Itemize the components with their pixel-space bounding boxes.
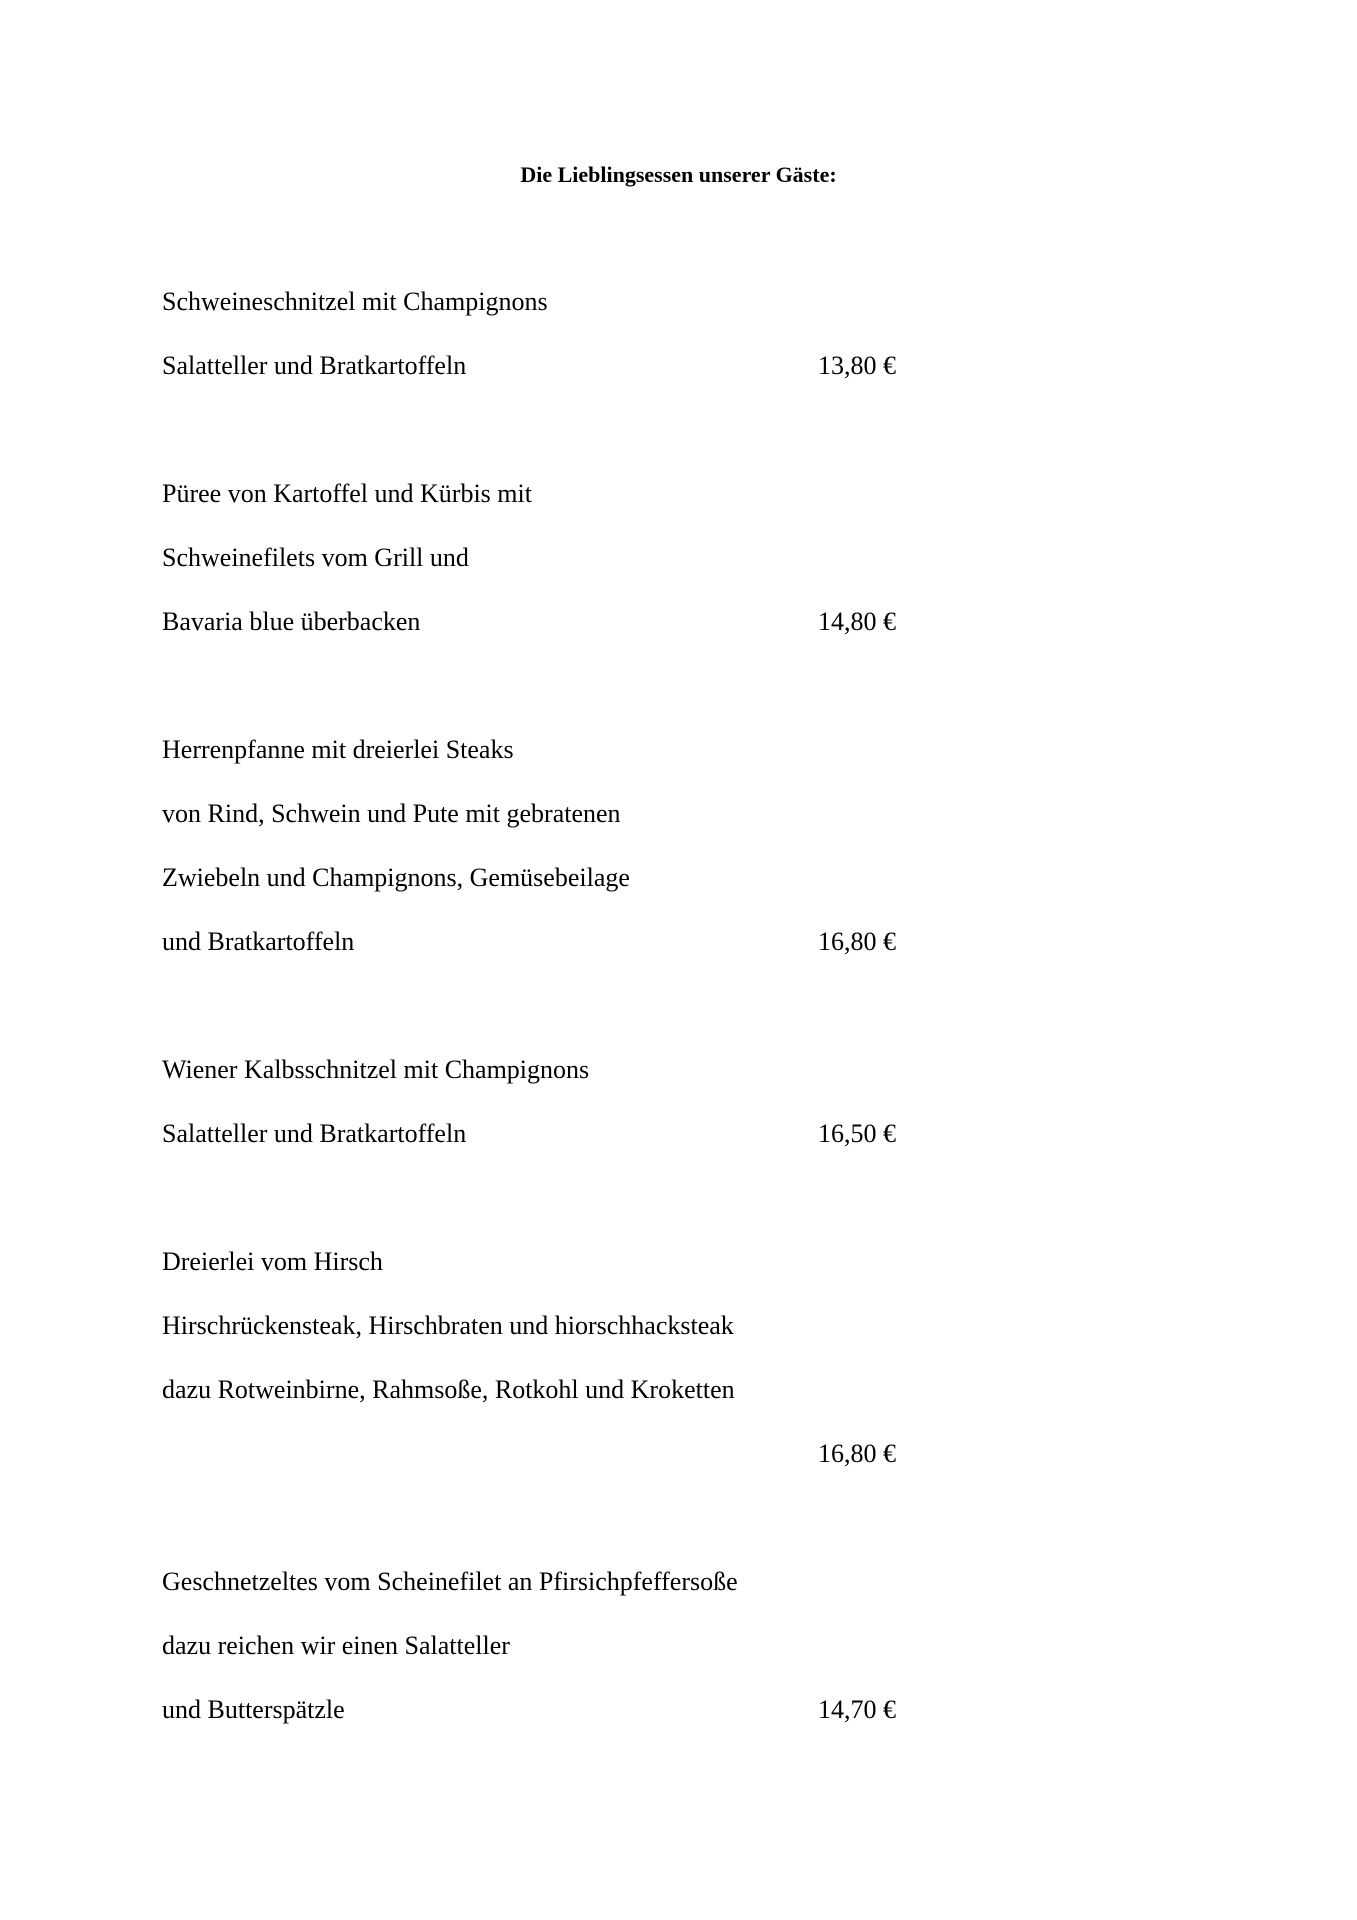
menu-item-price: 16,80 € bbox=[818, 1439, 896, 1468]
menu-item-price: 14,70 € bbox=[818, 1695, 896, 1724]
menu-item-line: Püree von Kartoffel und Kürbis mit bbox=[162, 479, 532, 508]
menu-item-line: und Bratkartoffeln bbox=[162, 927, 355, 956]
menu-item-price: 13,80 € bbox=[818, 351, 896, 380]
menu-item-line: Wiener Kalbsschnitzel mit Champignons bbox=[162, 1055, 590, 1084]
menu-item-price: 16,50 € bbox=[818, 1119, 896, 1148]
menu-item-line: Bavaria blue überbacken bbox=[162, 607, 421, 636]
menu-item-line: und Butterspätzle bbox=[162, 1695, 345, 1724]
menu-item-line: Schweineschnitzel mit Champignons bbox=[162, 287, 548, 316]
menu-item-line: Salatteller und Bratkartoffeln bbox=[162, 1119, 467, 1148]
menu-item-line: Zwiebeln und Champignons, Gemüsebeilage bbox=[162, 863, 630, 892]
menu-item-line: Schweinefilets vom Grill und bbox=[162, 543, 469, 572]
menu-item-line: von Rind, Schwein und Pute mit gebratenen bbox=[162, 799, 621, 828]
menu-item-line: Geschnetzeltes vom Scheinefilet an Pfirsichpfeffersoße bbox=[162, 1567, 738, 1596]
menu-item-line: Dreierlei vom Hirsch bbox=[162, 1247, 383, 1276]
menu-item-line: dazu Rotweinbirne, Rahmsoße, Rotkohl und Kroketten bbox=[162, 1375, 735, 1404]
menu-item-line: dazu reichen wir einen Salatteller bbox=[162, 1631, 510, 1660]
menu-item-line: Herrenpfanne mit dreierlei Steaks bbox=[162, 735, 514, 764]
menu-item-price: 14,80 € bbox=[818, 607, 896, 636]
menu-item-price: 16,80 € bbox=[818, 927, 896, 956]
page-title: Die Lieblingsessen unserer Gäste: bbox=[520, 162, 837, 187]
menu-item-line: Hirschrückensteak, Hirschbraten und hiorschhacksteak bbox=[162, 1311, 734, 1340]
menu-item-line: Salatteller und Bratkartoffeln bbox=[162, 351, 467, 380]
